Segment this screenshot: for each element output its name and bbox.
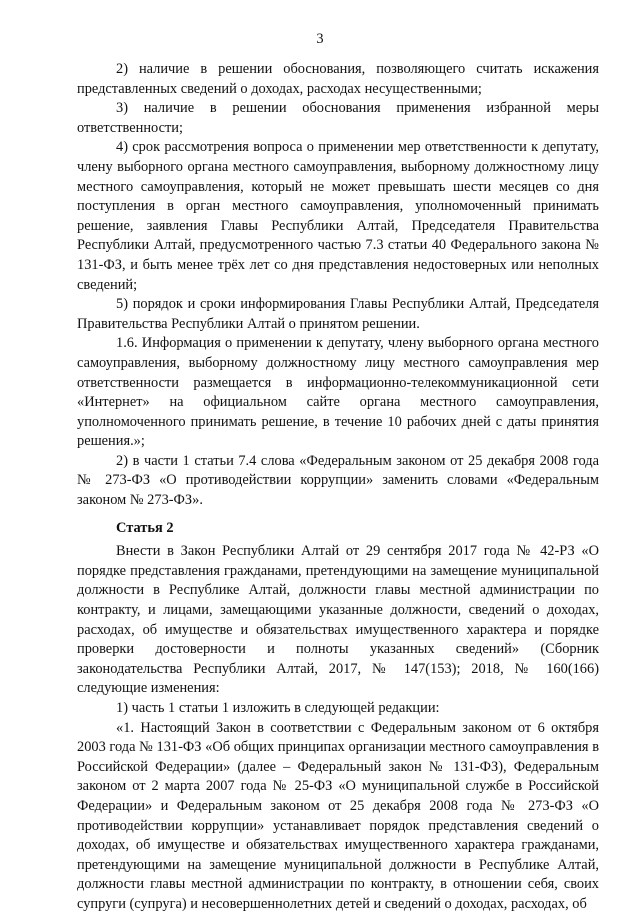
paragraph-item-3: 3) наличие в решении обоснования применения избранной меры ответственности;	[77, 100, 599, 136]
paragraph-section-1-6: 1.6. Информация о применении к депутату, члену выборного органа местного самоуправления, выборному должностному лицу местного самоуправления мер ответственности размещается в информационно-телекоммуникационной сети «Интернет» на официальном сайте органа местного самоуправления, уполномоченного принимать решение, в течение 10 рабочих дней с даты принятия решения.»;	[77, 335, 599, 450]
paragraph-item-4: 4) срок рассмотрения вопроса о применении мер ответственности к депутату, члену выборного органа местного самоуправления, выборному должностному лицу местного самоуправления, который не может превышать шести месяцев со дня поступления в орган местного самоуправления, уполномоченный принимать решение, заявления Главы Республики Алтай, Председателя Правительства Республики Алтай, предусмотренного частью 7.3 статьи 40 Федерального закона № 131-ФЗ, и быть менее трёх лет со дня представления недостоверных или неполных сведений;	[77, 139, 599, 293]
paragraph-article2-new-text: «1. Настоящий Закон в соответствии с Федеральным законом от 6 октября 2003 года № 131-ФЗ «Об общих принципах организации местного самоуправления в Российской Федерации» (далее – Федеральный закон № 131-ФЗ), Федеральным законом от 2 марта 2007 года № 25-ФЗ «О муниципальной службе в Российской Федерации» и Федеральным законом от 25 декабря 2008 года № 273-ФЗ «О противодействии коррупции» устанавливает порядок представления сведений о доходах, об имуществе и обязательствах имущественного характера гражданами, претендующими на замещение муниципальной должности в Республике Алтай, должности главы местной администрации по контракту, в отношении себя, своих супруги (супруга) и несовершеннолетних детей и сведений о доходах, расходах, об	[77, 719, 599, 912]
paragraph-item-5: 5) порядок и сроки информирования Главы Республики Алтай, Председателя Правительства Республики Алтай о принятом решении.	[77, 296, 599, 332]
paragraph-item-2: 2) наличие в решении обоснования, позволяющего считать искажения представленных сведений о доходах, расходах несущественными;	[77, 61, 599, 97]
paragraph-amendment-2: 2) в части 1 статьи 7.4 слова «Федеральным законом от 25 декабря 2008 года № 273-ФЗ «О противодействии коррупции» заменить словами «Федеральным законом № 273-ФЗ».	[77, 452, 599, 509]
paragraph-article2-intro: Внести в Закон Республики Алтай от 29 сентября 2017 года № 42-РЗ «О порядке представления гражданами, претендующими на замещение муниципальной должности в Республике Алтай, должности главы местной администрации по контракту, и лицами, замещающими указанные должности, сведений о доходах, расходах, об имуществе и обязательствах имущественного характера и порядке проверки достоверности и полноты указанных сведений» (Сборник законодательства Республики Алтай, 2017, № 147(153); 2018, № 160(166) следующие изменения:	[77, 543, 599, 697]
article-heading: Статья 2	[116, 519, 174, 536]
paragraph-article2-item-1: 1) часть 1 статьи 1 изложить в следующей редакции:	[116, 700, 440, 716]
document-body	[77, 60, 599, 915]
page-number: 3	[316, 31, 324, 47]
